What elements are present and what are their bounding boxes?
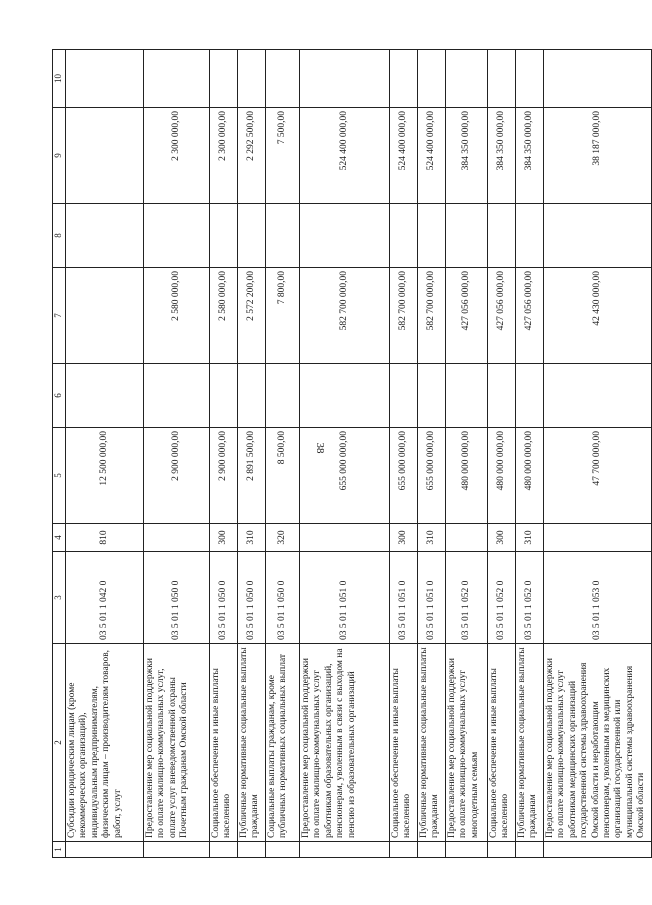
amount-col8-cell	[544, 204, 652, 268]
table-row	[544, 50, 652, 858]
amount-col6-cell	[144, 364, 210, 428]
expense-type-cell: 310	[238, 524, 266, 552]
amount-col7-cell: 42 430 000,00	[544, 268, 652, 364]
amount-col7-cell: 2 572 200,00	[238, 268, 266, 364]
amount-col6-cell	[300, 364, 390, 428]
amount-col10-cell	[144, 50, 210, 108]
item-name-cell: Социальные выплаты гражданам, кроме публичных нормативных социальных выплат	[266, 644, 300, 842]
amount-col7-cell: 582 700 000,00	[300, 268, 390, 364]
expense-type-cell: 310	[418, 524, 446, 552]
target-code-cell: 03 5 01 1 050 0	[266, 552, 300, 644]
first-cell	[210, 842, 238, 858]
amount-col10-cell	[266, 50, 300, 108]
amount-col5-cell: 655 000 000,00	[390, 428, 418, 524]
amount-col5-cell: 480 000 000,00	[446, 428, 488, 524]
amount-col9-cell: 524 400 000,00	[390, 108, 418, 204]
amount-col8-cell	[238, 204, 266, 268]
amount-col6-cell	[266, 364, 300, 428]
amount-col8-cell	[210, 204, 238, 268]
amount-col8-cell	[488, 204, 516, 268]
header-cell: 8	[53, 204, 66, 268]
amount-col5-cell: 8 500,00	[266, 428, 300, 524]
table-row	[66, 50, 144, 858]
amount-col9-cell: 524 400 000,00	[300, 108, 390, 204]
amount-col6-cell	[544, 364, 652, 428]
amount-col9-cell: 384 350 000,00	[516, 108, 544, 204]
amount-col7-cell: 427 056 000,00	[488, 268, 516, 364]
rotated-page	[52, 50, 647, 858]
amount-col8-cell	[516, 204, 544, 268]
expense-type-cell	[544, 524, 652, 552]
table-row	[266, 50, 300, 858]
amount-col9-cell: 2 300 000,00	[210, 108, 238, 204]
target-code-cell: 03 5 01 1 052 0	[488, 552, 516, 644]
amount-col10-cell	[516, 50, 544, 108]
amount-col10-cell	[300, 50, 390, 108]
amount-col7-cell: 2 580 000,00	[210, 268, 238, 364]
amount-col8-cell	[266, 204, 300, 268]
amount-col7-cell: 582 700 000,00	[418, 268, 446, 364]
amount-col8-cell	[66, 204, 144, 268]
amount-col7-cell	[66, 268, 144, 364]
table-row	[144, 50, 210, 858]
item-name-cell: Социальное обеспечение и иные выплаты населению	[390, 644, 418, 842]
table-row	[418, 50, 446, 858]
item-name-cell: Субсидии юридическим лицам (кроме некоммерческих организаций), индивидуальным предпринимателям, физическим лицам – производителям товаров, работ, услуг	[66, 644, 144, 842]
target-code-cell: 03 5 01 1 050 0	[144, 552, 210, 644]
amount-col5-cell: 655 000 000,00	[300, 428, 390, 524]
page-number: 38	[314, 442, 326, 454]
amount-col7-cell: 2 580 000,00	[144, 268, 210, 364]
table-row	[516, 50, 544, 858]
item-name-cell: Предоставление мер социальной поддержки по оплате жилищно-коммунальных услуг многодетным семьям	[446, 644, 488, 842]
amount-col6-cell	[210, 364, 238, 428]
amount-col6-cell	[390, 364, 418, 428]
amount-col10-cell	[446, 50, 488, 108]
target-code-cell: 03 5 01 1 051 0	[390, 552, 418, 644]
item-name-cell: Публичные нормативные социальные выплаты гражданам	[516, 644, 544, 842]
amount-col10-cell	[238, 50, 266, 108]
amount-col5-cell: 655 000 000,00	[418, 428, 446, 524]
amount-col5-cell: 480 000 000,00	[516, 428, 544, 524]
expense-type-cell: 310	[516, 524, 544, 552]
amount-col9-cell	[66, 108, 144, 204]
item-name-cell: Социальное обеспечение и иные выплаты населению	[488, 644, 516, 842]
expense-type-cell: 300	[488, 524, 516, 552]
amount-col9-cell: 7 500,00	[266, 108, 300, 204]
header-cell: 5	[53, 428, 66, 524]
table-row	[390, 50, 418, 858]
first-cell	[266, 842, 300, 858]
amount-col9-cell: 38 187 000,00	[544, 108, 652, 204]
amount-col8-cell	[300, 204, 390, 268]
header-cell: 4	[53, 524, 66, 552]
amount-col5-cell: 480 000 000,00	[488, 428, 516, 524]
target-code-cell: 03 5 01 1 051 0	[300, 552, 390, 644]
amount-col6-cell	[516, 364, 544, 428]
item-name-cell: Публичные нормативные социальные выплаты гражданам	[418, 644, 446, 842]
table-row	[238, 50, 266, 858]
table-row	[446, 50, 488, 858]
amount-col7-cell: 582 700 000,00	[390, 268, 418, 364]
amount-col9-cell: 384 350 000,00	[488, 108, 516, 204]
amount-col8-cell	[446, 204, 488, 268]
amount-col5-cell: 12 500 000,00	[66, 428, 144, 524]
amount-col5-cell: 47 700 000,00	[544, 428, 652, 524]
table-row	[488, 50, 516, 858]
header-cell: 9	[53, 108, 66, 204]
amount-col8-cell	[144, 204, 210, 268]
first-cell	[238, 842, 266, 858]
amount-col5-cell: 2 900 000,00	[144, 428, 210, 524]
expense-type-cell: 300	[390, 524, 418, 552]
expense-type-cell: 300	[210, 524, 238, 552]
target-code-cell: 03 5 01 1 042 0	[66, 552, 144, 644]
first-cell	[144, 842, 210, 858]
target-code-cell: 03 5 01 1 050 0	[238, 552, 266, 644]
amount-col6-cell	[488, 364, 516, 428]
table-row	[300, 50, 390, 858]
budget-table	[52, 49, 652, 858]
expense-type-cell: 320	[266, 524, 300, 552]
amount-col10-cell	[390, 50, 418, 108]
amount-col10-cell	[488, 50, 516, 108]
amount-col9-cell: 2 300 000,00	[144, 108, 210, 204]
amount-col9-cell: 2 292 500,00	[238, 108, 266, 204]
amount-col9-cell: 524 400 000,00	[418, 108, 446, 204]
amount-col10-cell	[544, 50, 652, 108]
amount-col6-cell	[418, 364, 446, 428]
target-code-cell: 03 5 01 1 051 0	[418, 552, 446, 644]
header-row	[53, 50, 66, 858]
item-name-cell: Предоставление мер социальной поддержки по оплате жилищно-коммунальных услуг работникам медицинских организаций государственной системы здравоохранения Омской области и неработающим пенсионерам, уволенным из медицинских организаций государственной или муниципальной системы здравоохранения Омской области	[544, 644, 652, 842]
expense-type-cell	[446, 524, 488, 552]
amount-col8-cell	[390, 204, 418, 268]
header-cell: 10	[53, 50, 66, 108]
item-name-cell: Предоставление мер социальной поддержки по оплате жилищно-коммунальных услуг, оплате услуг вневедомственной охраны Почетным гражданам Омской области	[144, 644, 210, 842]
amount-col5-cell: 2 891 500,00	[238, 428, 266, 524]
amount-col7-cell: 427 056 000,00	[516, 268, 544, 364]
amount-col5-cell: 2 900 000,00	[210, 428, 238, 524]
first-cell	[446, 842, 488, 858]
target-code-cell: 03 5 01 1 053 0	[544, 552, 652, 644]
amount-col8-cell	[418, 204, 446, 268]
header-cell: 6	[53, 364, 66, 428]
header-cell: 1	[53, 842, 66, 858]
first-cell	[418, 842, 446, 858]
amount-col10-cell	[418, 50, 446, 108]
amount-col7-cell: 427 056 000,00	[446, 268, 488, 364]
amount-col10-cell	[66, 50, 144, 108]
amount-col10-cell	[210, 50, 238, 108]
header-cell: 2	[53, 644, 66, 842]
first-cell	[66, 842, 144, 858]
expense-type-cell	[144, 524, 210, 552]
first-cell	[300, 842, 390, 858]
first-cell	[390, 842, 418, 858]
target-code-cell: 03 5 01 1 052 0	[516, 552, 544, 644]
first-cell	[544, 842, 652, 858]
header-cell: 7	[53, 268, 66, 364]
expense-type-cell: 810	[66, 524, 144, 552]
item-name-cell: Публичные нормативные социальные выплаты гражданам	[238, 644, 266, 842]
amount-col9-cell: 384 350 000,00	[446, 108, 488, 204]
item-name-cell: Предоставление мер социальной поддержки по оплате жилищно-коммунальных услуг работникам образовательных организаций, пенсионерам, уволенным в связи с выходом на пенсию из образовательных организаций	[300, 644, 390, 842]
first-cell	[516, 842, 544, 858]
first-cell	[488, 842, 516, 858]
amount-col6-cell	[446, 364, 488, 428]
item-name-cell: Социальное обеспечение и иные выплаты населению	[210, 644, 238, 842]
target-code-cell: 03 5 01 1 050 0	[210, 552, 238, 644]
amount-col6-cell	[238, 364, 266, 428]
target-code-cell: 03 5 01 1 052 0	[446, 552, 488, 644]
table-row	[210, 50, 238, 858]
expense-type-cell	[300, 524, 390, 552]
amount-col6-cell	[66, 364, 144, 428]
amount-col7-cell: 7 800,00	[266, 268, 300, 364]
header-cell: 3	[53, 552, 66, 644]
